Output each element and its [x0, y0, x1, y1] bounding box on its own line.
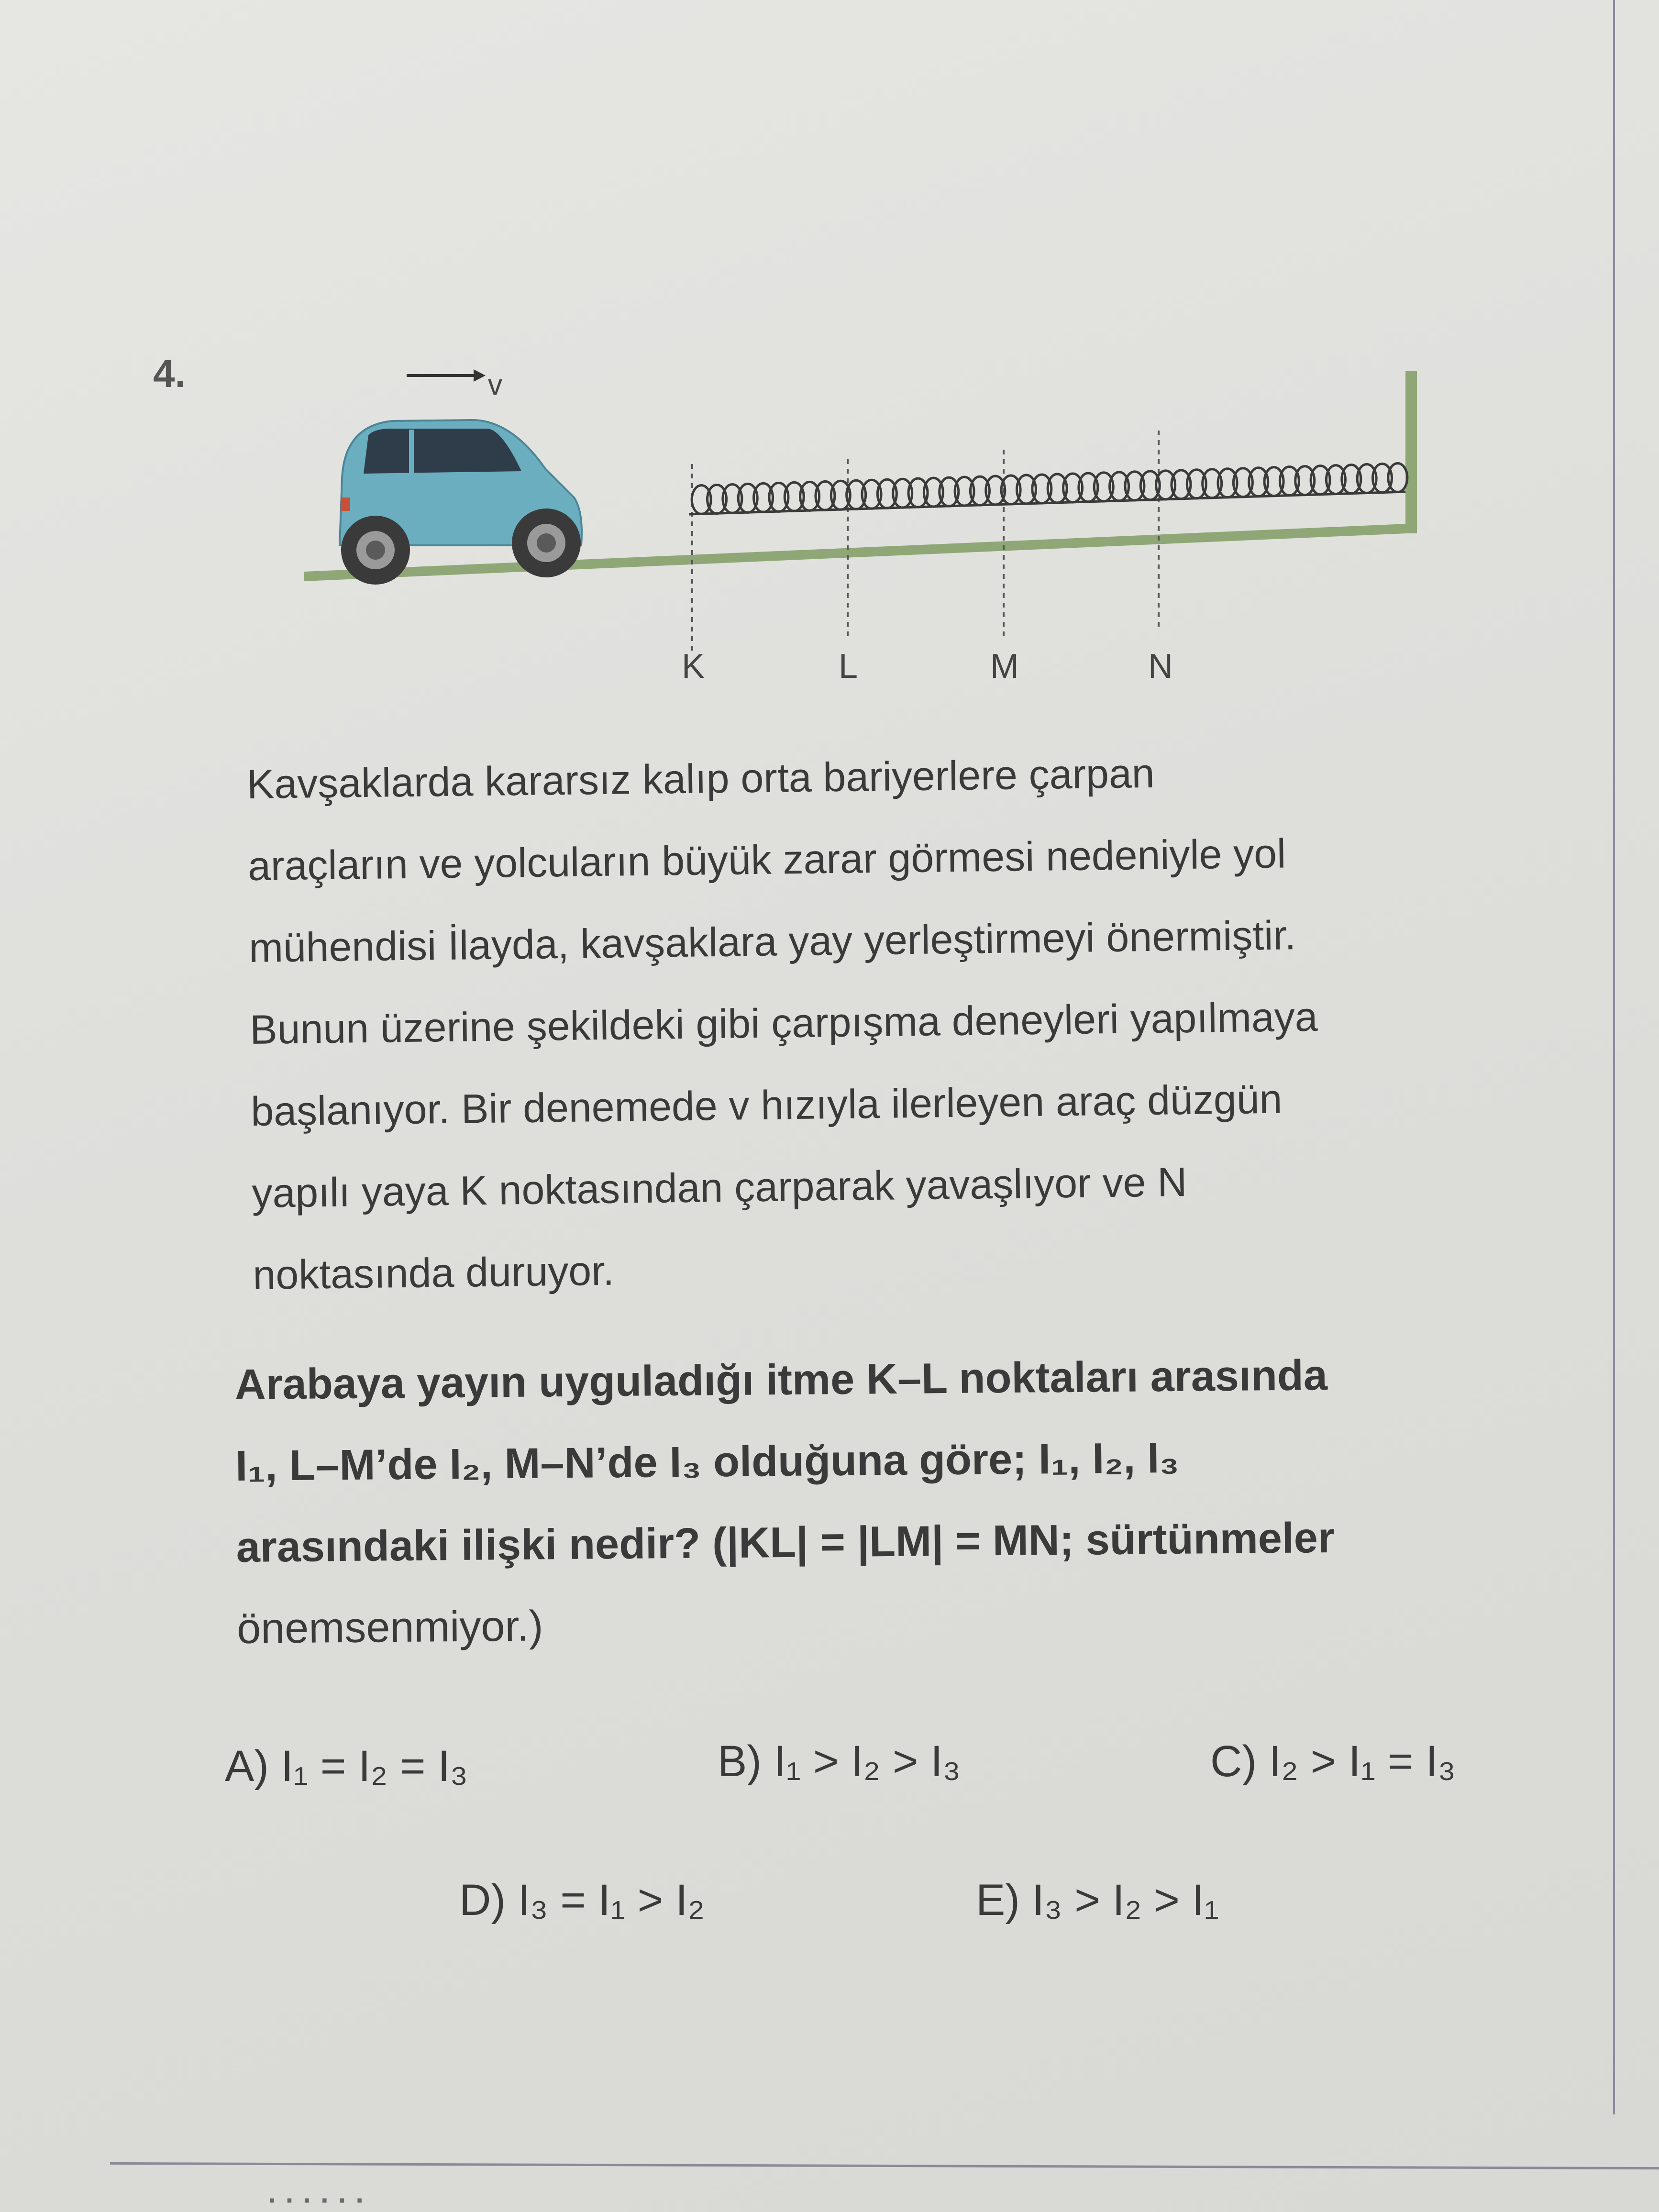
prompt-line: önemsenmiyor.) [236, 1602, 543, 1653]
spring-icon [689, 464, 1407, 514]
option-d[interactable]: D) I₃ = I₁ > I₂ [459, 1876, 705, 1924]
question-number: 4. [153, 352, 186, 396]
page-right-border [1613, 0, 1615, 2114]
figure-drawing [297, 354, 1430, 698]
paragraph-line: araçların ve yolcuların büyük zarar görmesi nedeniyle yol [247, 830, 1286, 889]
prompt-line: I₁, L–M’de I₂, M–N’de I₃ olduğuna göre; I₁, I₂, I₃ [235, 1434, 1180, 1490]
page-bottom-rule [110, 2162, 1659, 2169]
paragraph-line: yapılı yaya K noktasından çarparak yavaşlıyor ve N [251, 1159, 1188, 1217]
point-label-k: K [682, 647, 705, 686]
paragraph-line: Bunun üzerine şekildeki gibi çarpışma deneyleri yapılmaya [249, 994, 1318, 1053]
paragraph-line: noktasında duruyor. [252, 1248, 615, 1298]
option-b[interactable]: B) I₁ > I₂ > I₃ [718, 1737, 961, 1786]
option-e[interactable]: E) I₃ > I₂ > I₁ [976, 1876, 1219, 1924]
point-label-l: L [839, 647, 858, 686]
paragraph-line: Kavşaklarda kararsız kalıp orta bariyerlere çarpan [246, 750, 1155, 807]
prompt-line: Arabaya yayın uyguladığı itme K–L noktaları arasında [234, 1351, 1328, 1409]
spring-base-line [689, 492, 1405, 514]
question-paragraph [246, 729, 1521, 1316]
footer-fragment: · · · · · · [268, 2184, 365, 2212]
option-c[interactable]: C) I₂ > I₁ = I₃ [1210, 1737, 1456, 1786]
velocity-label: v [488, 369, 502, 401]
option-a[interactable]: A) I₁ = I₂ = I₃ [225, 1742, 468, 1791]
car-icon [340, 420, 582, 585]
prompt-line: arasındaki ilişki nedir? (|KL| = |LM| = MN; sürtünmeler [236, 1514, 1335, 1571]
velocity-arrow-icon [407, 369, 486, 382]
spring-car-figure [297, 354, 1430, 698]
point-label-m: M [990, 647, 1019, 686]
paragraph-line: başlanıyor. Bir denemede v hızıyla ilerleyen araç düzgün [250, 1076, 1283, 1135]
point-label-n: N [1148, 647, 1173, 686]
question-prompt [234, 1333, 1529, 1670]
paragraph-line: mühendisi İlayda, kavşaklara yay yerleştirmeyi önermiştir. [248, 912, 1296, 971]
